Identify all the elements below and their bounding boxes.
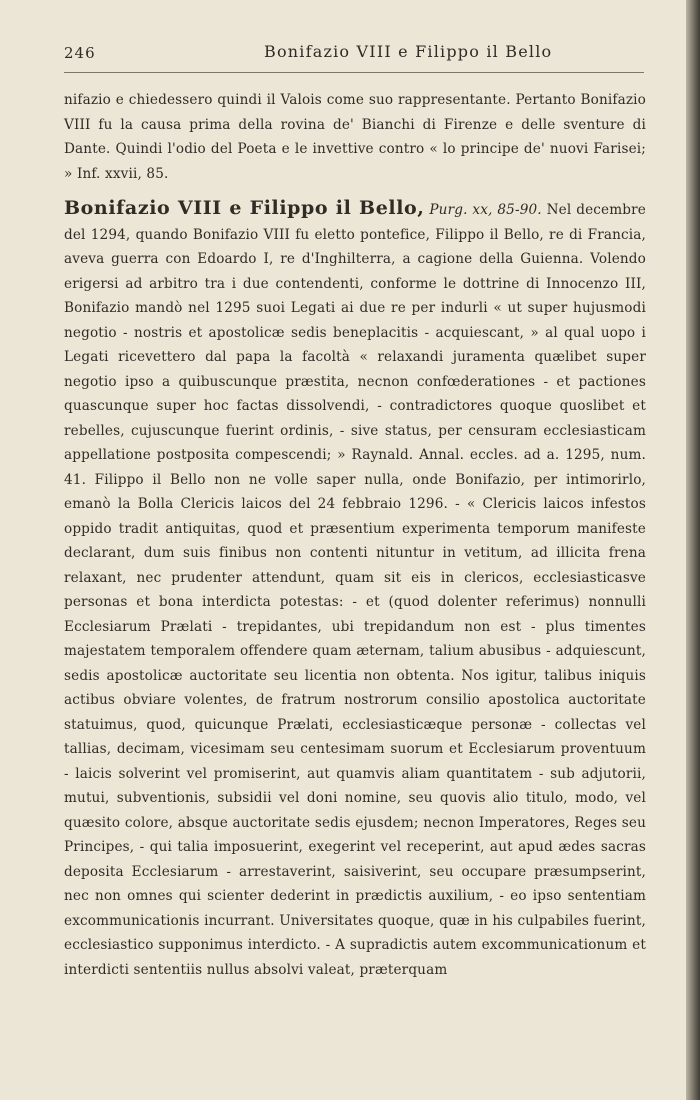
page-number: 246 [64, 44, 96, 62]
continuation-text: nifazio e chiedessero quindi il Valois come suo rappresentante. Pertanto Bonifazio VIII fu la causa prima della rovina de' Bianchi di Firenze e delle sventure di Dante. Quindi l'odio del Poeta e le invettive contro « lo principe de' nuovi Farisei; » Inf. xxvii, 85. [64, 92, 646, 182]
running-title: Bonifazio VIII e Filippo il Bello [264, 42, 553, 61]
running-head [64, 38, 644, 68]
continuation-paragraph [64, 88, 646, 186]
page-edge [686, 0, 700, 1100]
entry-paragraph [64, 196, 646, 982]
entry-body: Nel decembre del 1294, quando Bonifazio VIII fu eletto pontefice, Filippo il Bello, re di Francia, aveva guerra con Edoardo I, re d'Inghilterra, a cagione della Guienna. Volendo erigersi ad arbitro tra i due contendenti, conforme le dottrine di Innocenzo III, Bonifazio mandò nel 1295 suoi Legati ai due re per indurli « ut super hujusmodi negotio - nostris et apostolicæ sedis beneplacitis - acquiescant, » al qual uopo i Legati ricevettero dal papa la facoltà « relaxandi juramenta quælibet super negotio ipso a quibuscunque præstita, necnon confœderationes - et pactiones quascunque super hoc factas dissolvendi, - contradictores quoque quoslibet et rebelles, cujuscunque fuerint ordinis, - sive status, per censuram ecclesiasticam appellatione postposita compescendi; » Raynald. Annal. eccles. ad a. 1295, num. 41. Filippo il Bello non ne volle saper nulla, onde Bonifazio, per intimorirlo, emanò la Bolla Clericis laicos del 24 febbraio 1296. - « Clericis laicos infestos oppido tradit antiquitas, quod et præsentium experimenta temporum manifeste declarant, dum suis finibus non contenti nituntur in vetitum, ad illicita frena relaxant, nec prudenter attendunt, quam sit eis in clericos, ecclesiasticasve personas et bona interdicta potestas: - et (quod dolenter referimus) nonnulli Ecclesiarum Prælati - trepidantes, ubi trepidandum non est - plus timentes majestatem temporalem offendere quam æternam, talium abusibus - adquiescunt, sedis apostolicæ auctoritate seu licentia non obtenta. Nos igitur, talibus iniquis actibus obviare volentes, de fratrum nostrorum consilio apostolica auctoritate statuimus, quod, quicunque Prælati, ecclesiasticæque personæ - collectas vel tallias, decimam, vicesimam seu centesimam suorum et Ecclesiarum proventuum - laicis solverint vel promiserint, aut quamvis aliam quantitatem - sub adjutorii, mutui, subventionis, subsidii vel doni nomine, seu quovis alio titulo, modo, vel quæsito colore, absque auctoritate sedis ejusdem; necnon Imperatores, Reges seu Principes, - qui talia imposuerint, exegerint vel receperint, aut apud ædes sacras deposita Ecclesiarum - arrestaverint, saisiverint, seu occupare præsumpserint, nec non omnes qui scienter dederint in prædictis auxilium, - eo ipso sententiam excommunicationis incurrant. Universitates quoque, quæ in his culpabiles fuerint, ecclesiastico supponimus interdicto. - A supradictis autem excommunicationum et interdicti sententiis nullus absolvi valeat, præterquam [64, 202, 646, 978]
entry-title: Bonifazio VIII e Filippo il Bello, [64, 197, 425, 219]
entry-reference: Purg. xx, 85-90. [429, 202, 542, 218]
header-rule [64, 72, 644, 73]
